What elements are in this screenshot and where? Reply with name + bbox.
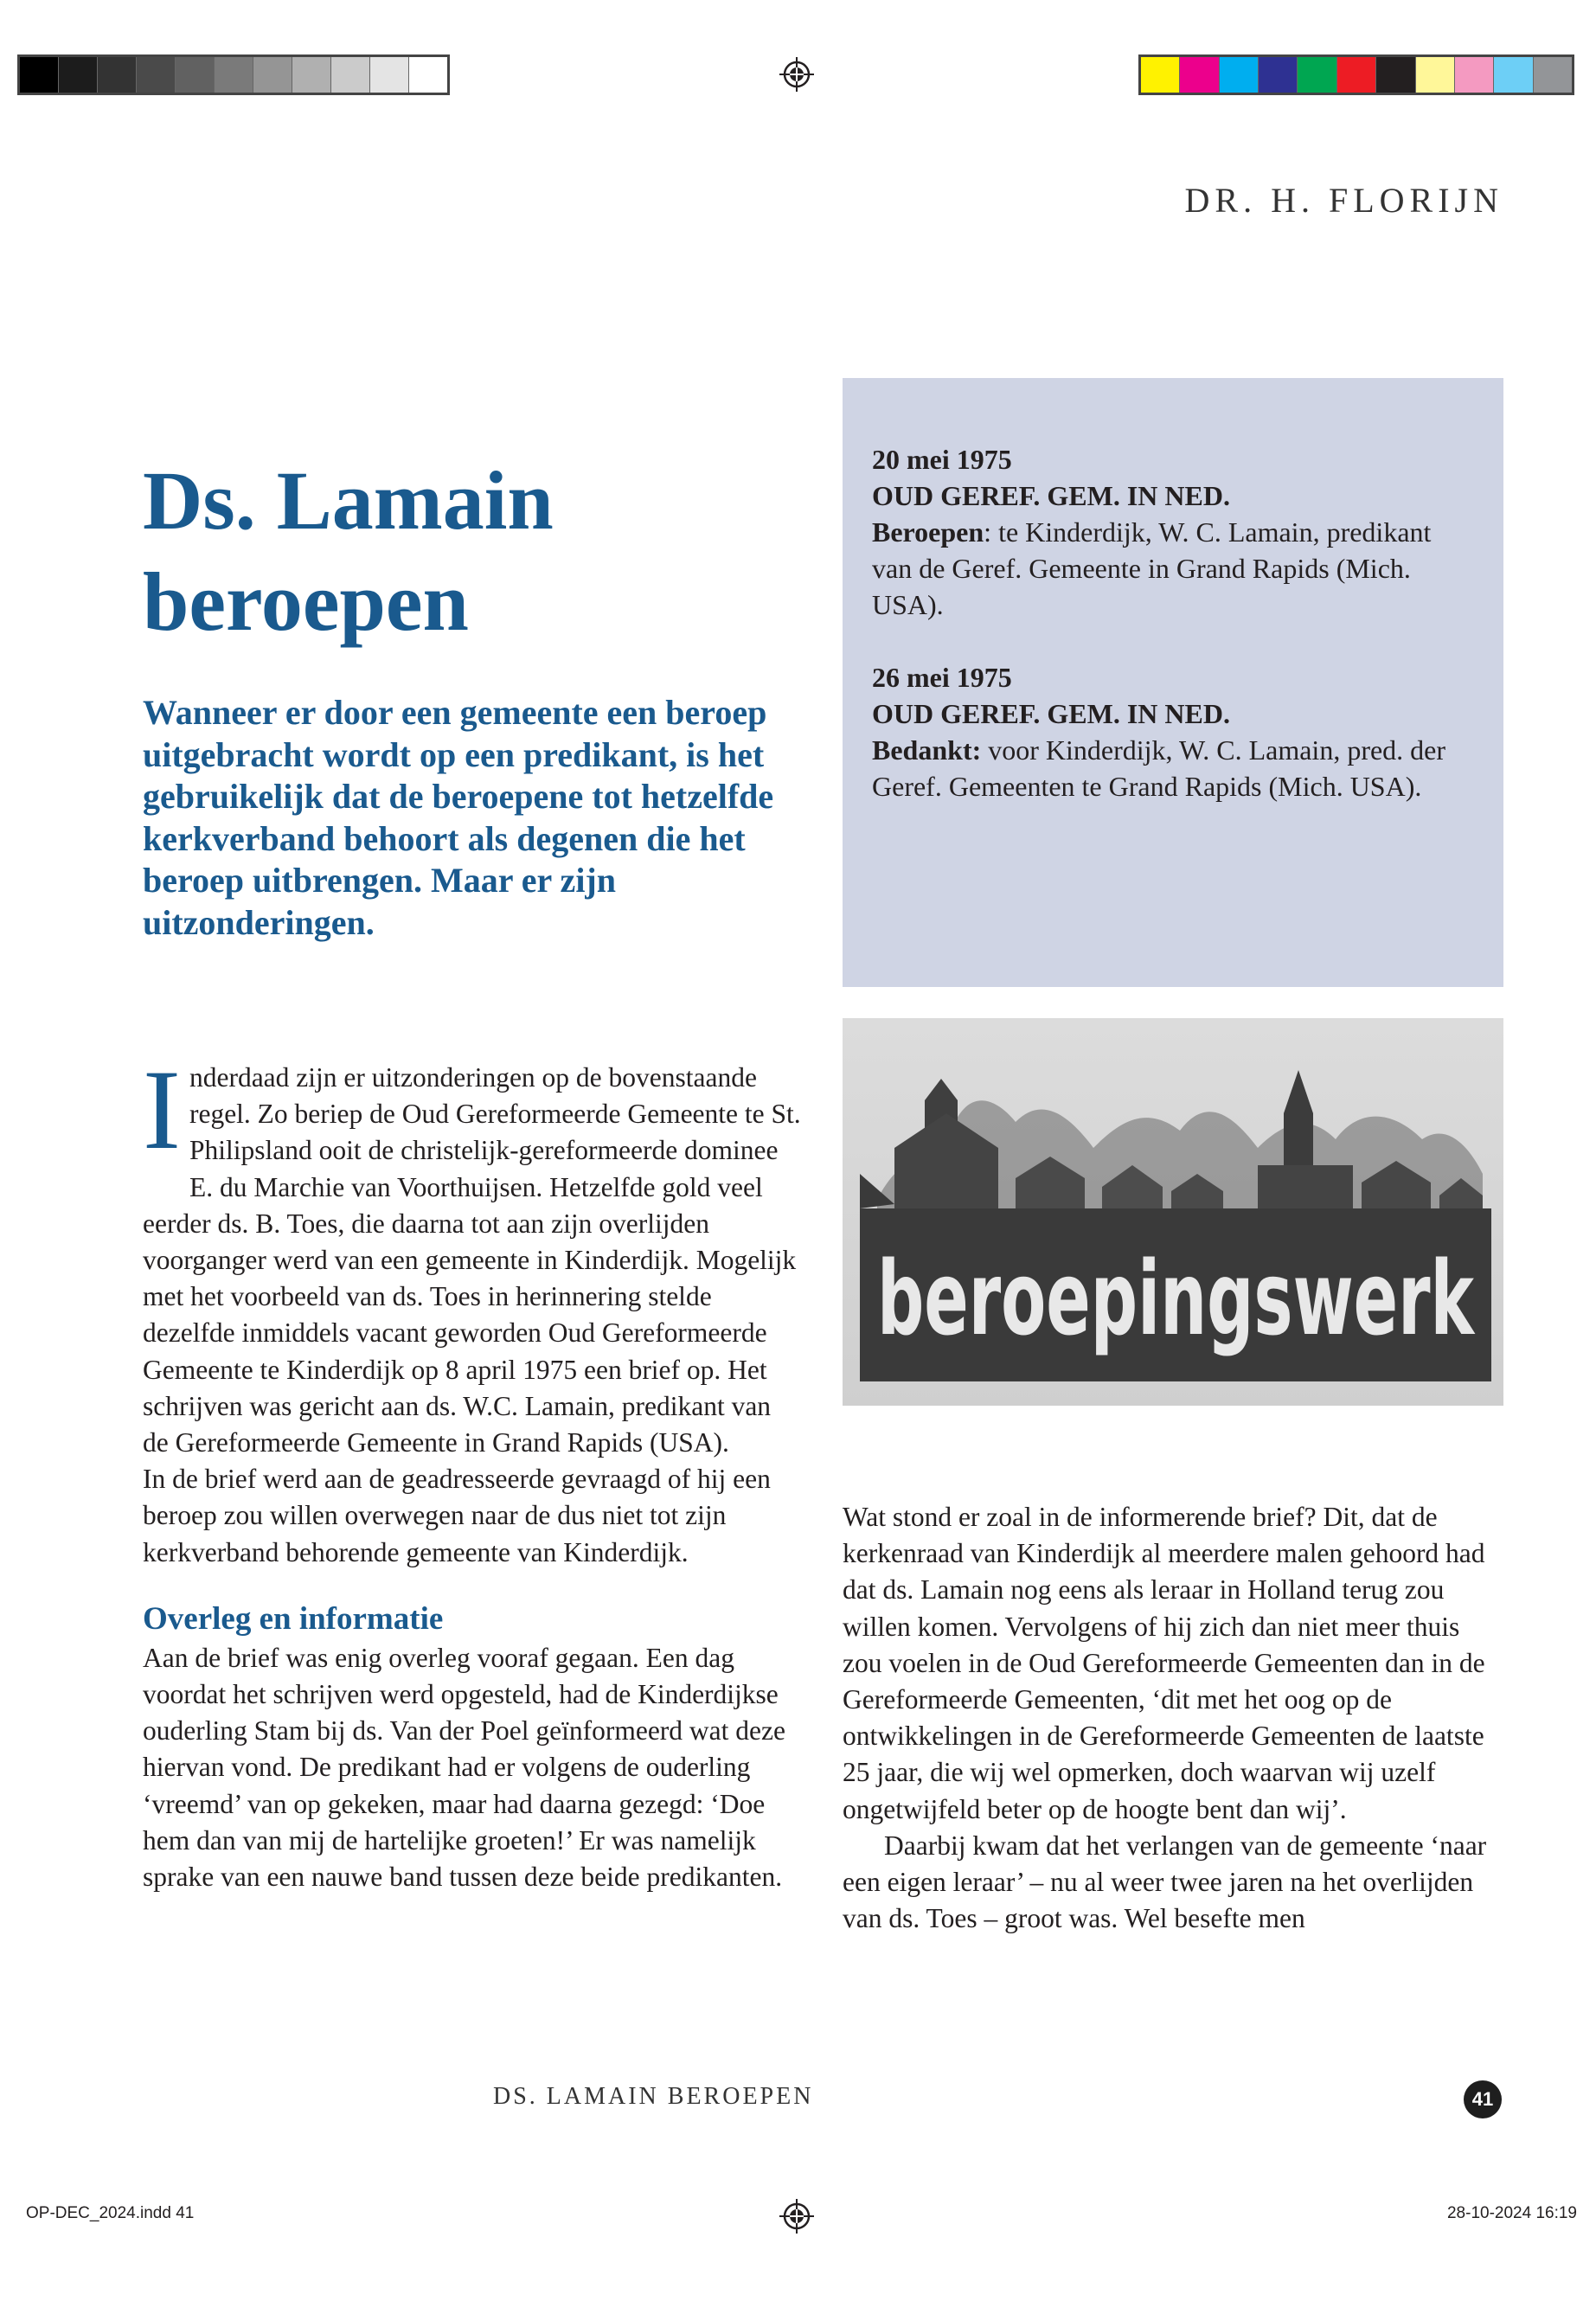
color-swatch	[1376, 57, 1415, 93]
title-line-1: Ds. Lamain	[143, 454, 554, 547]
grayscale-bar	[17, 54, 450, 95]
color-bar	[1138, 54, 1574, 95]
gray-swatch	[370, 57, 409, 93]
body-paragraph	[143, 1046, 802, 1461]
body-paragraph: Daarbij kwam dat het verlangen van de gemeente ‘naar een eigen leraar’ – nu al weer twee jaren na het overlijden van ds. Toes – groot was. Wel besefte men	[843, 1830, 1487, 1934]
info-org: OUD GEREF. GEM. IN NED.	[872, 698, 1230, 729]
paragraph-text: nderdaad zijn er uitzonderingen op de bovenstaande regel. Zo beriep de Oud Gereformeerde Gemeente te St. Philipsland ooit de christelijk-gereformeerde dominee E. du Marchie van Voorthuijsen. Hetzelfde gold veel eerder ds. B. Toes, die daarna tot aan zijn overlijden voorganger werd van een gemeente in Kinderdijk. Mogelijk met het voorbeeld van ds. Toes in herinnering stelde dezelfde inmiddels vacant geworden Oud Gereformeerde Gemeente te Kinderdijk op 8 april 1975 een brief op. Het schrijven was gericht aan ds. W.C. Lamain, predikant van de Gereformeerde Gemeente in Grand Rapids (USA).	[143, 1062, 801, 1458]
body-paragraph: In de brief werd aan de geadresseerde gevraagd of hij een beroep zou willen overwegen naar de dus niet tot zijn kerkverband behorende gemeente van Kinderdijk.	[143, 1464, 771, 1567]
title-line-2: beroepen	[143, 555, 469, 648]
color-swatch	[1416, 57, 1455, 93]
color-swatch	[1259, 57, 1298, 93]
file-slug: OP-DEC_2024.indd 41	[26, 2204, 195, 2222]
info-entry-1	[872, 441, 1474, 623]
color-swatch	[1220, 57, 1259, 93]
color-swatch	[1298, 57, 1336, 93]
beroepingswerk-logo-icon	[843, 1018, 1503, 1406]
color-swatch	[1455, 57, 1494, 93]
color-swatch	[1180, 57, 1219, 93]
color-swatch	[1337, 57, 1376, 93]
author-running-head: DR. H. FLORIJN	[1184, 181, 1503, 220]
subheading: Overleg en informatie	[143, 1600, 444, 1637]
body-paragraph: Aan de brief was enig overleg vooraf gegaan. Een dag voordat het schrijven werd opgesteld, had de Kinderdijkse ouderling Stam bij ds. Van der Poel geïnformeerd wat deze hiervan vond. De predikant had er volgens de ouderling ‘vreemd’ van op gekeken, maar had daarna gezegd: ‘Doe hem dan van mij de hartelijke groeten!’ Er was namelijk sprake van een nauwe band tussen deze beide predikanten.	[143, 1642, 785, 1893]
article-lead: Wanneer er door een gemeente een beroep uitgebracht wordt op een predikant, is het gebruikelijk dat de beroepene tot hetzelfde kerkverband behoort als degenen die het beroep uitbrengen. Maar er zijn uitzonderingen.	[143, 693, 774, 942]
info-text: : te Kinderdijk, W. C. Lamain, predikant van de Geref. Gemeente in Grand Rapids (Mich. USA).	[872, 516, 1432, 620]
page-number: 41	[1464, 2080, 1502, 2118]
gray-swatch	[215, 57, 253, 93]
gray-swatch	[253, 57, 292, 93]
color-swatch	[1141, 57, 1180, 93]
gray-swatch	[137, 57, 176, 93]
gray-swatch	[176, 57, 215, 93]
color-swatch	[1534, 57, 1572, 93]
info-box	[843, 378, 1503, 987]
drop-cap: I	[143, 1046, 181, 1173]
registration-mark-icon	[779, 57, 814, 92]
body-column-right	[843, 1499, 1502, 1937]
gray-swatch	[59, 57, 98, 93]
body-column-left	[143, 1046, 802, 1895]
image-text: beroepingswerk	[877, 1239, 1476, 1358]
info-org: OUD GEREF. GEM. IN NED.	[872, 480, 1230, 511]
article-title	[143, 450, 800, 652]
body-paragraph: Wat stond er zoal in de informerende brief? Dit, dat de kerkenraad van Kinderdijk al meerdere malen gehoord had dat ds. Lamain nog eens als leraar in Holland terug zou willen komen. Vervolgens of hij zich dan niet meer thuis zou voelen in de Oud Gereformeerde Gemeenten dan in de Gereformeerde Gemeenten, ‘dit met het oog op de ontwikkelingen in de Gereformeerde Gemeenten de laatste 25 jaar, die wij wel opmerken, doch waarvan wij uzelf ongetwijfeld beter op de hoogte bent dan wij’.	[843, 1502, 1485, 1824]
info-date: 26 mei 1975	[872, 662, 1012, 693]
gray-swatch	[292, 57, 331, 93]
gray-swatch	[409, 57, 447, 93]
gray-swatch	[331, 57, 370, 93]
color-swatch	[1494, 57, 1533, 93]
date-slug: 28-10-2024 16:19	[1446, 2204, 1577, 2222]
registration-mark-icon	[779, 2199, 814, 2234]
gray-swatch	[98, 57, 137, 93]
info-text: voor Kinderdijk, W. C. Lamain, pred. der Geref. Gemeenten te Grand Rapids (Mich. USA).	[872, 734, 1446, 802]
info-date: 20 mei 1975	[872, 444, 1012, 475]
gray-swatch	[20, 57, 59, 93]
info-label: Beroepen	[872, 516, 984, 548]
info-entry-2	[872, 659, 1474, 804]
footer-running-title: DS. LAMAIN BEROEPEN	[493, 2083, 814, 2110]
info-label: Bedankt:	[872, 734, 982, 766]
beroepingswerk-image	[843, 1018, 1503, 1406]
